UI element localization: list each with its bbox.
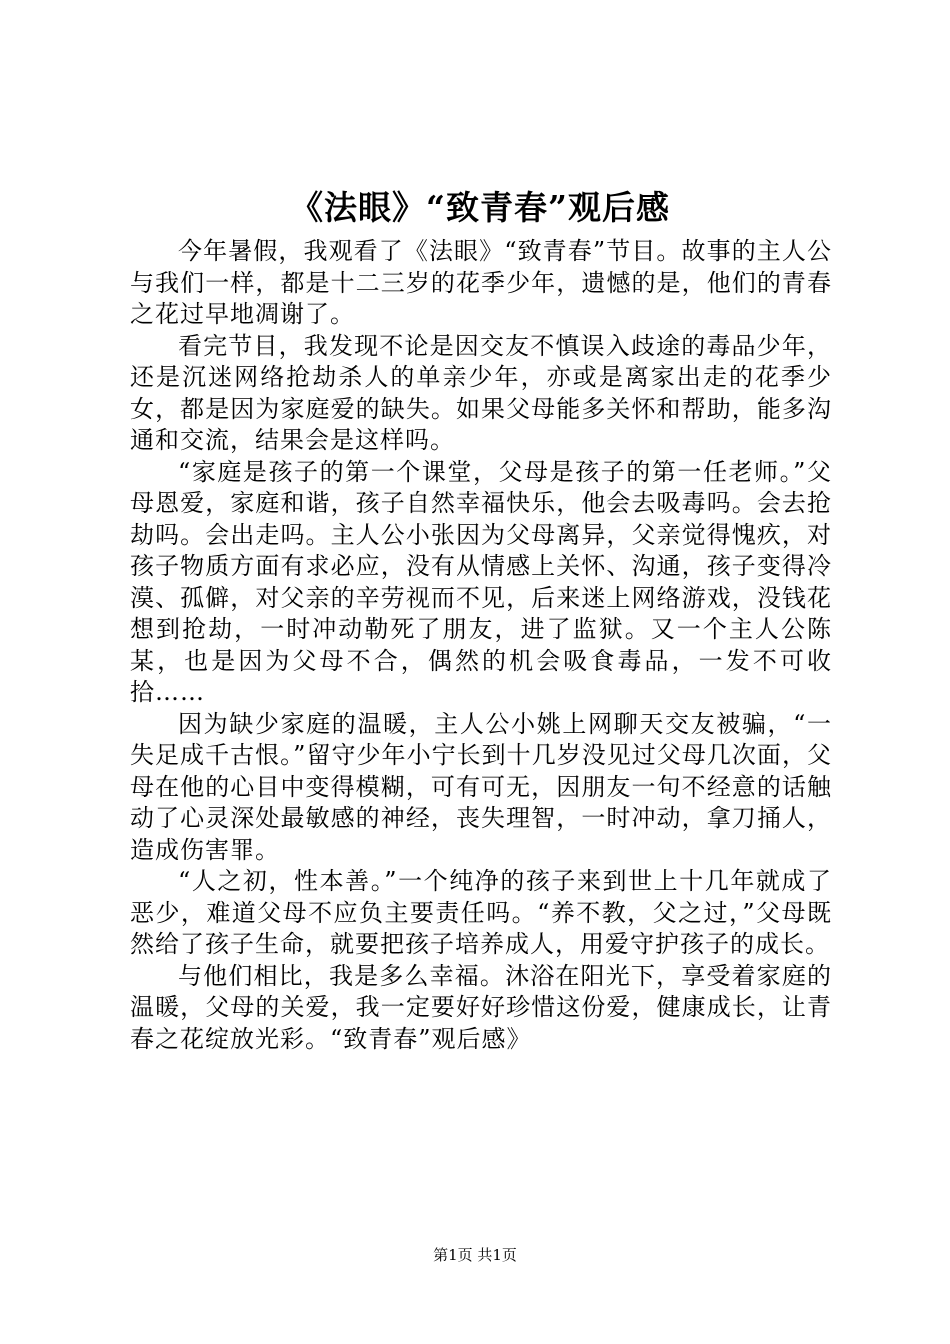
paragraph-2: 看完节目，我发现不论是因交友不慎误入歧途的毒品少年，还是沉迷网络抢劫杀人的单亲少年，亦或是离家出走的花季少女，都是因为家庭爱的缺失。如果父母能多关怀和帮助，能多沟通和交流，结果会是这样吗。 xyxy=(130,331,832,454)
paragraph-1: 今年暑假，我观看了《法眼》“致青春”节目。故事的主人公与我们一样，都是十二三岁的花季少年，遗憾的是，他们的青春之花过早地凋谢了。 xyxy=(130,237,832,328)
document-body xyxy=(130,236,832,1055)
paragraph-4: 因为缺少家庭的温暖，主人公小姚上网聊天交友被骗，“一失足成千古恨。”留守少年小宁长到十几岁没见过父母几次面，父母在他的心目中变得模糊，可有可无，因朋友一句不经意的话触动了心灵深处最敏感的神经，丧失理智，一时冲动，拿刀捅人，造成伤害罪。 xyxy=(130,709,832,864)
document-title: 《法眼》“致青春”观后感 xyxy=(290,188,670,227)
paragraph-5: “人之初，性本善。”一个纯净的孩子来到世上十几年就成了恶少，难道父母不应负主要责任吗。“养不教，父之过，”父母既然给了孩子生命，就要把孩子培养成人，用爱守护孩子的成长。 xyxy=(130,867,832,958)
page-footer: 第1页 共1页 xyxy=(433,1246,517,1264)
paragraph-6: 与他们相比，我是多么幸福。沐浴在阳光下，享受着家庭的温暖，父母的关爱，我一定要好好珍惜这份爱，健康成长，让青春之花绽放光彩。“致青春”观后感》 xyxy=(130,961,832,1053)
paragraph-3: “家庭是孩子的第一个课堂，父母是孩子的第一任老师。”父母恩爱，家庭和谐，孩子自然幸福快乐，他会去吸毒吗。会去抢劫吗。会出走吗。主人公小张因为父母离异，父亲觉得愧疚，对孩子物质方面有求必应，没有从情感上关怀、沟通，孩子变得冷漠、孤僻，对父亲的辛劳视而不见，后来迷上网络游戏，没钱花想到抢劫，一时冲动勒死了朋友，进了监狱。又一个主人公陈某，也是因为父母不合，偶然的机会吸食毒品，一发不可收拾…… xyxy=(130,457,832,706)
